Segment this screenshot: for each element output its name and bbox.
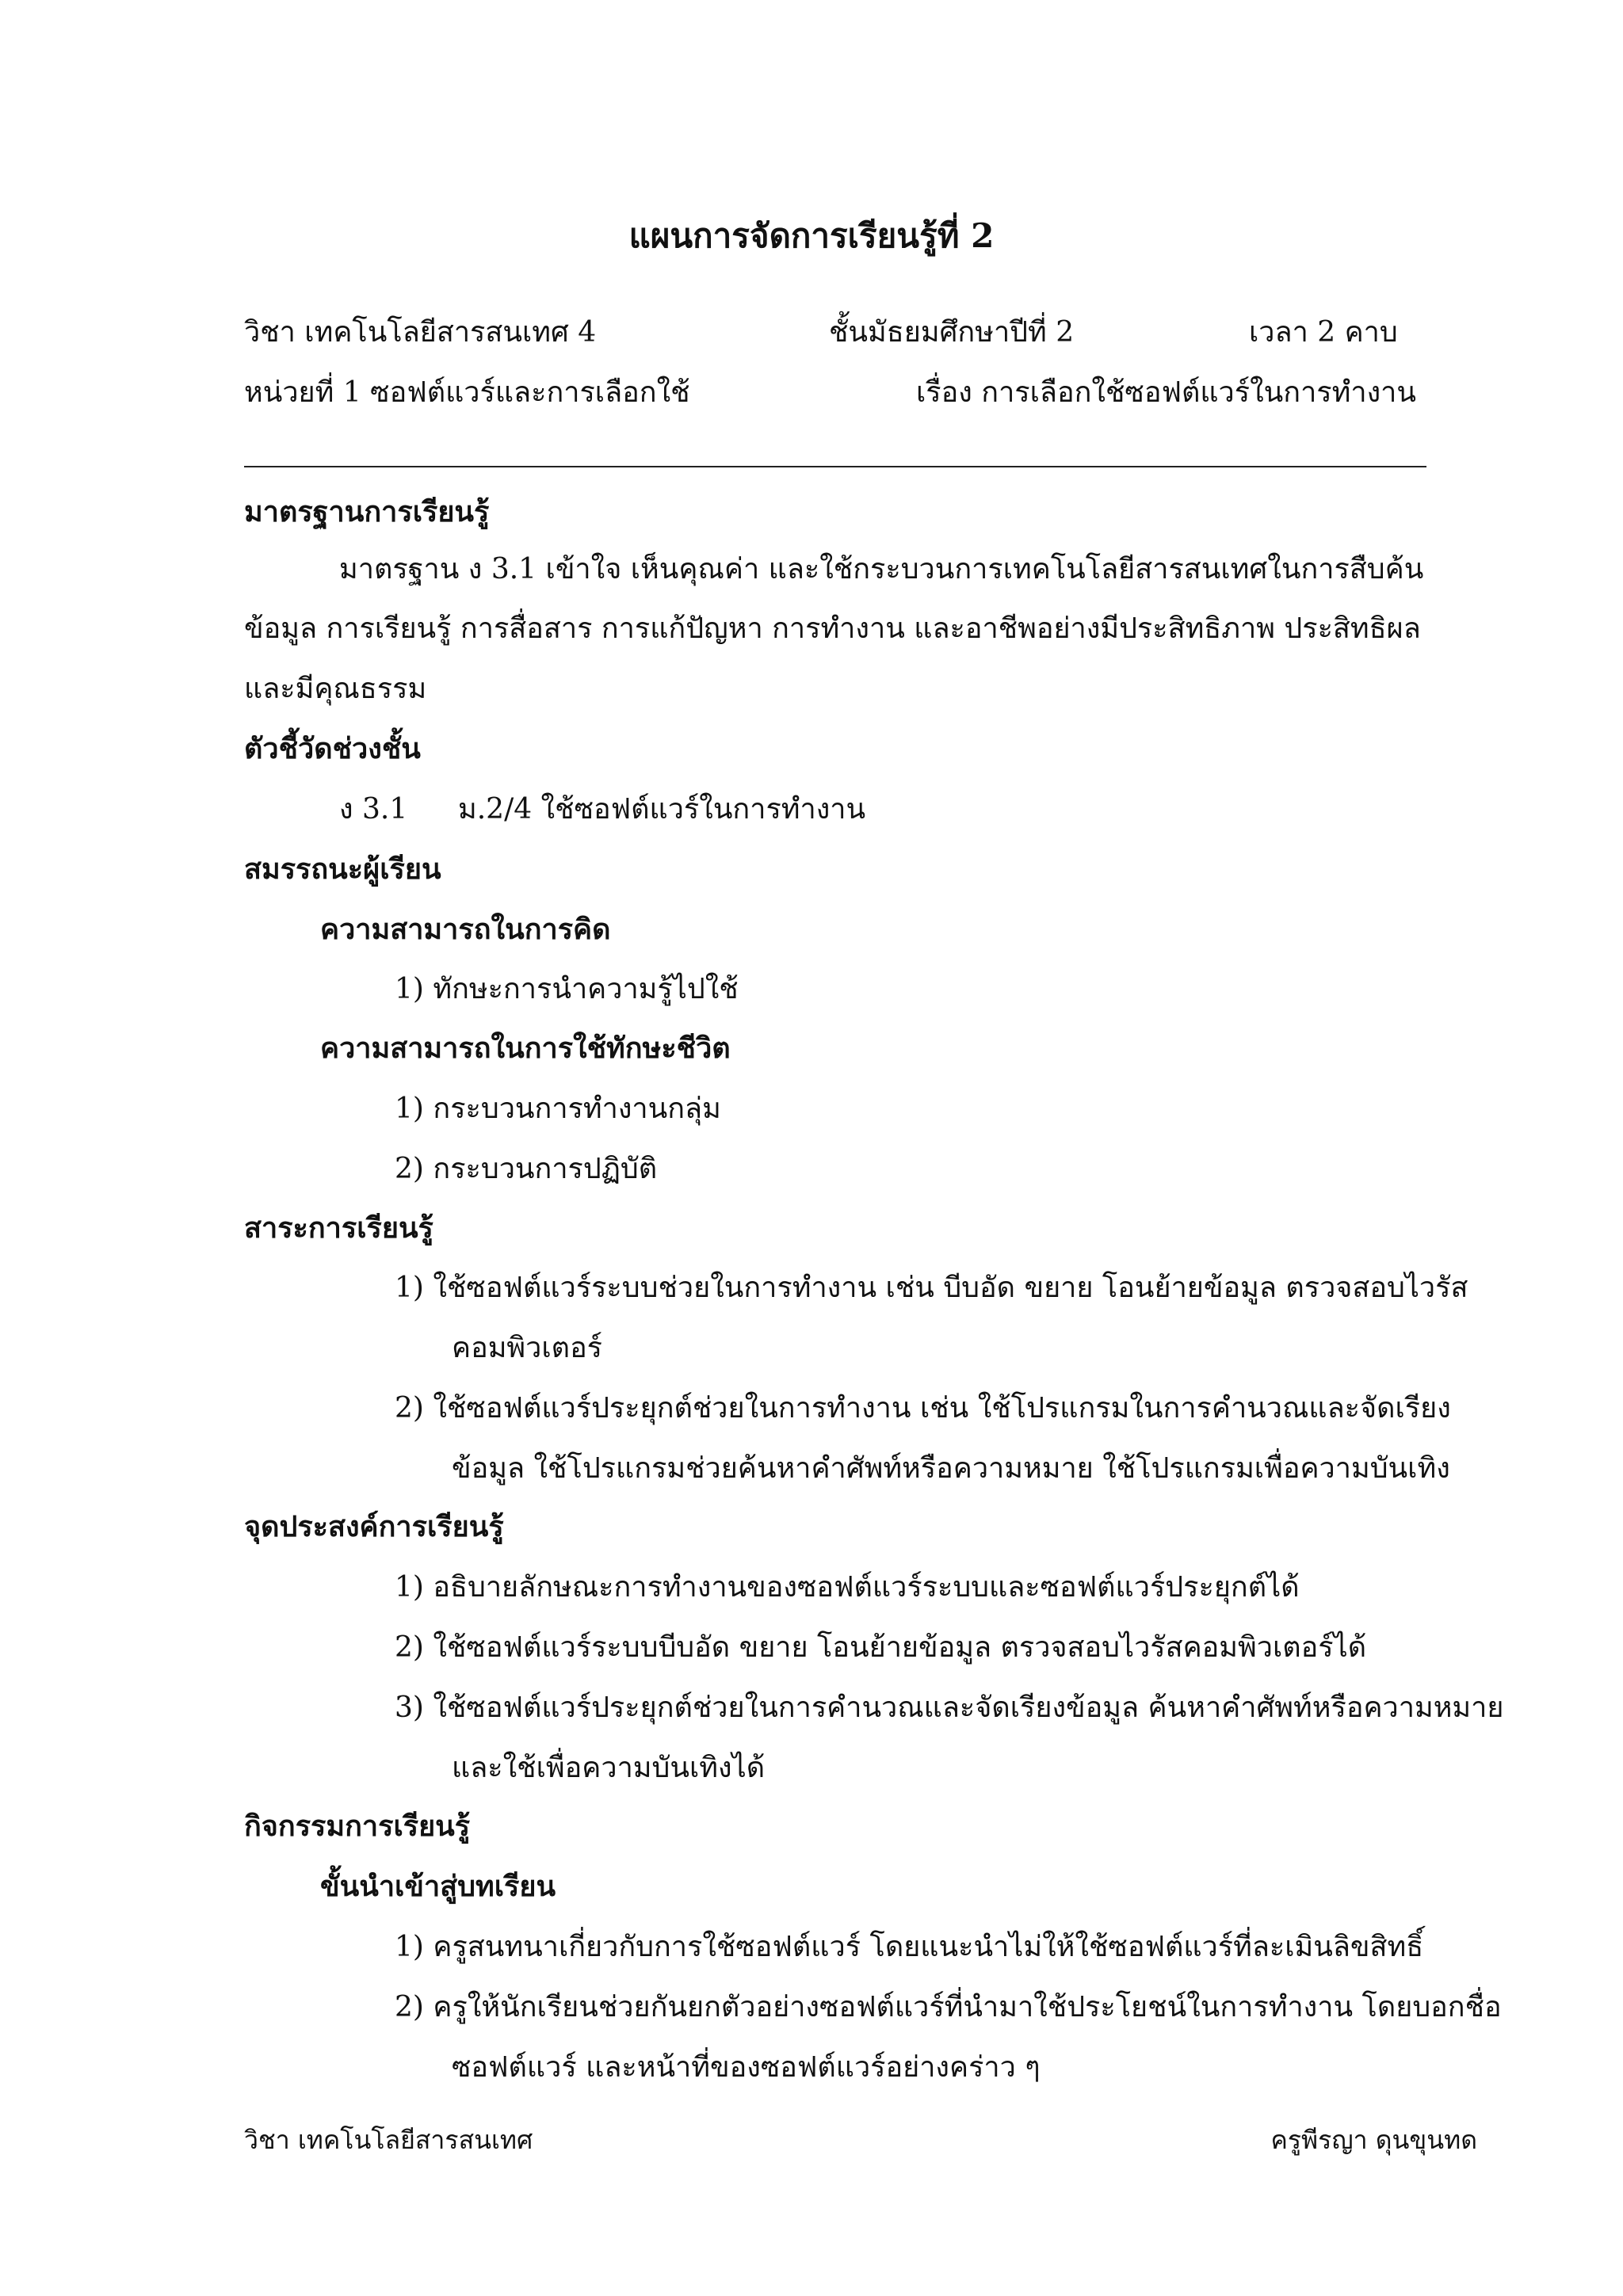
header-divider	[244, 466, 1426, 467]
thinking-heading: ความสามารถในการคิด	[320, 913, 611, 946]
thinking-item-1: 1) ทักษะการนำความรู้ไปใช้	[395, 973, 739, 1005]
document-title: แผนการจัดการเรียนรู้ที่ 2	[628, 215, 995, 255]
indicators-heading: ตัวชี้วัดช่วงชั้น	[244, 732, 421, 765]
objective-item-2: 2) ใช้ซอฟต์แวร์ระบบบีบอัด ขยาย โอนย้ายข้อมูล ตรวจสอบไวรัสคอมพิวเตอร์ได้	[395, 1631, 1367, 1664]
indicator-item: ม.2/4 ใช้ซอฟต์แวร์ในการทำงาน	[458, 793, 866, 826]
standards-line-1: มาตรฐาน ง 3.1 เข้าใจ เห็นคุณค่า และใช้กระบวนการเทคโนโลยีสารสนเทศในการสืบค้น	[339, 553, 1424, 585]
time-label: เวลา 2 คาบ	[1249, 316, 1398, 349]
activities-heading: กิจกรรมการเรียนรู้	[244, 1810, 471, 1843]
activity-item-2-cont: ซอฟต์แวร์ และหน้าที่ของซอฟต์แวร์อย่างคร่าว ๆ	[452, 2051, 1041, 2084]
standards-line-3: และมีคุณธรรม	[244, 673, 427, 705]
intro-heading: ขั้นนำเข้าสู่บทเรียน	[320, 1870, 556, 1903]
content-heading: สาระการเรียนรู้	[244, 1211, 433, 1245]
indicator-code: ง 3.1	[339, 793, 408, 826]
content-item-2-cont: ข้อมูล ใช้โปรแกรมช่วยค้นหาคำศัพท์หรือความหมาย ใช้โปรแกรมเพื่อความบันเทิง	[452, 1452, 1450, 1485]
life-skills-item-2: 2) กระบวนการปฏิบัติ	[395, 1153, 658, 1185]
activity-item-1: 1) ครูสนทนาเกี่ยวกับการใช้ซอฟต์แวร์ โดยแนะนำไม่ให้ใช้ซอฟต์แวร์ที่ละเมินลิขสิทธิ์	[395, 1931, 1424, 1963]
objective-item-3-cont: และใช้เพื่อความบันเทิงได้	[452, 1752, 766, 1784]
content-item-2: 2) ใช้ซอฟต์แวร์ประยุกต์ช่วยในการทำงาน เช่น ใช้โปรแกรมในการคำนวณและจัดเรียง	[395, 1392, 1451, 1425]
grade-label: ชั้นมัธยมศึกษาปีที่ 2	[829, 316, 1075, 349]
unit-label: หน่วยที่ 1 ซอฟต์แวร์และการเลือกใช้	[244, 376, 690, 409]
life-skills-heading: ความสามารถในการใช้ทักษะชีวิต	[320, 1032, 731, 1065]
footer-teacher: ครูพีรญา ดุนขุนทด	[1270, 2125, 1477, 2155]
subject-label: วิชา เทคโนโลยีสารสนเทศ 4	[244, 316, 597, 349]
content-item-1-cont: คอมพิวเตอร์	[452, 1332, 603, 1364]
activity-item-2: 2) ครูให้นักเรียนช่วยกันยกตัวอย่างซอฟต์แวร์ที่นำมาใช้ประโยชน์ในการทำงาน โดยบอกชื่อ	[395, 1991, 1502, 2023]
standards-line-2: ข้อมูล การเรียนรู้ การสื่อสาร การแก้ปัญหา การทำงาน และอาชีพอย่างมีประสิทธิภาพ ประสิทธิผล	[244, 612, 1421, 645]
content-item-1: 1) ใช้ซอฟต์แวร์ระบบช่วยในการทำงาน เช่น บีบอัด ขยาย โอนย้ายข้อมูล ตรวจสอบไวรัส	[395, 1272, 1468, 1304]
footer-subject: วิชา เทคโนโลยีสารสนเทศ	[244, 2125, 533, 2155]
standards-heading: มาตรฐานการเรียนรู้	[244, 495, 490, 528]
life-skills-item-1: 1) กระบวนการทำงานกลุ่ม	[395, 1093, 721, 1125]
competencies-heading: สมรรถนะผู้เรียน	[244, 852, 441, 886]
objective-item-3: 3) ใช้ซอฟต์แวร์ประยุกต์ช่วยในการคำนวณและจัดเรียงข้อมูล ค้นหาคำศัพท์หรือความหมาย	[395, 1691, 1504, 1724]
topic-label: เรื่อง การเลือกใช้ซอฟต์แวร์ในการทำงาน	[916, 376, 1416, 409]
objectives-heading: จุดประสงค์การเรียนรู้	[244, 1510, 504, 1543]
objective-item-1: 1) อธิบายลักษณะการทำงานของซอฟต์แวร์ระบบและซอฟต์แวร์ประยุกต์ได้	[395, 1571, 1300, 1604]
